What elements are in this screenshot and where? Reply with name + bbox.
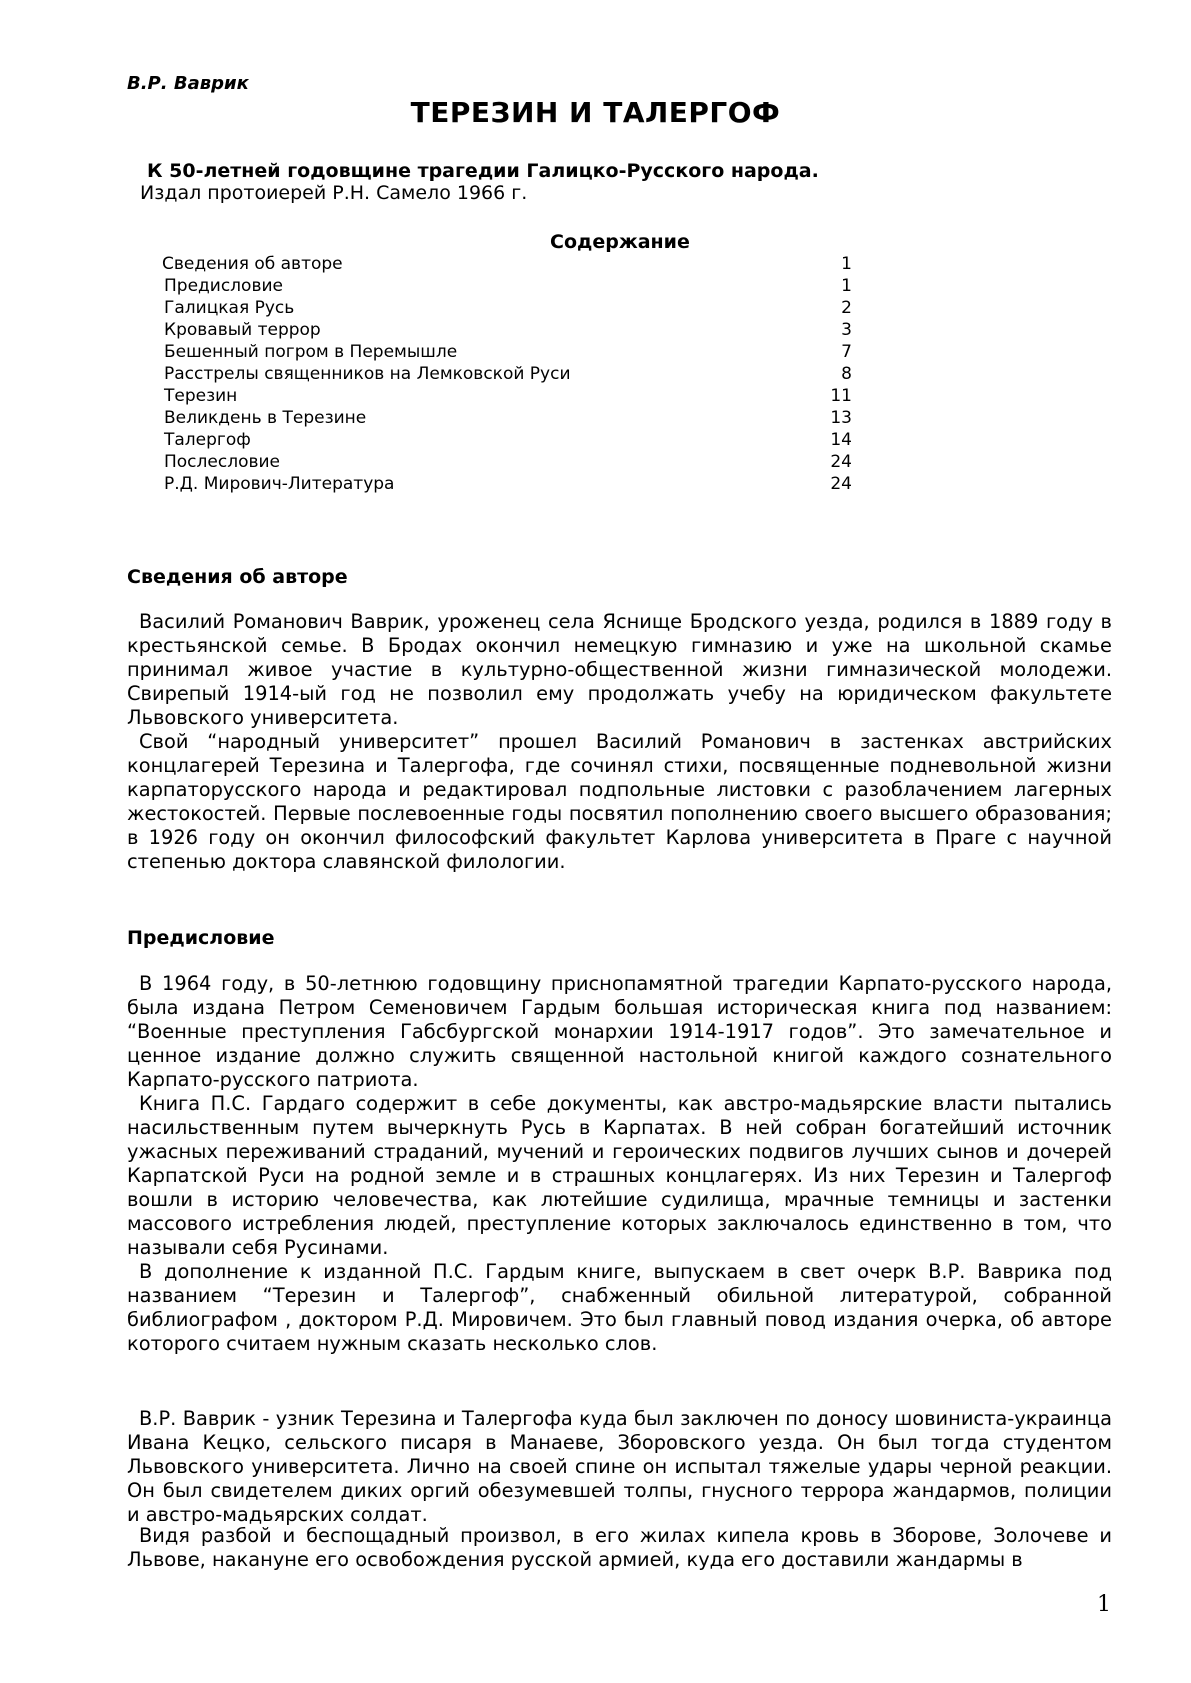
preface-body-3 (127, 1524, 1112, 1572)
toc-entry-label: Великдень в Терезине (164, 408, 367, 428)
toc-entry (162, 407, 852, 429)
page-number: 1 (1097, 1592, 1111, 1617)
toc-entry-label: Бешенный погром в Перемышле (164, 342, 458, 362)
toc-entry-page: 13 (830, 408, 852, 428)
paragraph: Книга П.С. Гардаго содержит в себе документы, как австро-мадьярские власти пытались насильственным путем вычеркнуть Русь в Карпатах. В ней собран богатейший источник ужасных переживаний страданий, мучений и героических подвигов лучших сынов и дочерей Карпатской Руси на родной земле и в страшных концлагерях. Из них Терезин и Талергоф вошли в историю человечества, как лютейшие судилища, мрачные темницы и застенки массового истребления людей, преступление которых заключалось единственно в том, что называли себя Русинами. (127, 1092, 1112, 1259)
toc-entry-page: 2 (841, 298, 852, 318)
toc-entry-label: Галицкая Русь (164, 298, 295, 318)
section-heading-about-author: Сведения об авторе (127, 566, 348, 588)
toc-entry (162, 297, 852, 319)
toc-entry-page: 1 (841, 276, 852, 296)
paragraph: Свой “народный университет” прошел Василий Романович в застенках австрийских концлагерей Терезина и Талергофа, где сочинял стихи, посвященные подневольной жизни карпаторусского народа и редактировал подпольные листовки с разоблачением лагерных жестокостей. Первые послевоенные годы посвятил пополнению своего высшего образования; в 1926 году он окончил философский факультет Карлова университета в Праге с научной степенью доктора славянской филологии. (127, 730, 1112, 873)
toc-entry (162, 385, 852, 407)
toc-entry (162, 341, 852, 363)
toc-entry-page: 1 (841, 254, 852, 274)
toc-entry-page: 24 (830, 452, 852, 472)
toc-entry (162, 363, 852, 385)
toc-entry (162, 473, 852, 495)
toc-entry-label: Р.Д. Мирович-Литература (164, 474, 395, 494)
preface-body-2 (127, 1407, 1112, 1527)
document-title: ТЕРЕЗИН И ТАЛЕРГОФ (410, 96, 781, 129)
publisher-line: Издал протоиерей Р.Н. Самело 1966 г. (140, 182, 528, 204)
toc-entry-label: Талергоф (164, 430, 251, 450)
toc-entry-page: 7 (841, 342, 852, 362)
table-of-contents (162, 253, 852, 495)
author-name: В.Р. Ваврик (127, 73, 249, 94)
toc-entry-page: 8 (841, 364, 852, 384)
section-heading-preface: Предисловие (127, 927, 275, 949)
toc-entry (162, 253, 852, 275)
document-subtitle: К 50-летней годовщине трагедии Галицко-Русского народа. (147, 160, 819, 182)
about-author-body (127, 610, 1112, 874)
toc-entry-label: Расстрелы священников на Лемковской Руси (164, 364, 571, 384)
paragraph: Василий Романович Ваврик, уроженец села Яснище Бродского уезда, родился в 1889 году в крестьянской семье. В Бродах окончил немецкую гимназию и уже на школьной скамье принимал живое участие в культурно-общественной жизни гимназической молодежи. Свирепый 1914-ый год не позволил ему продолжать учебу на юридическом факультете Львовского университета. (127, 610, 1112, 729)
toc-entry-page: 3 (841, 320, 852, 340)
toc-entry-label: Предисловие (164, 276, 283, 296)
toc-entry-label: Послесловие (164, 452, 280, 472)
paragraph: В 1964 году, в 50-летнюю годовщину приснопамятной трагедии Карпато-русского народа, была издана Петром Семеновичем Гардым большая историческая книга под названием: “Военные преступления Габсбургской монархии 1914-1917 годов”. Это замечательное и ценное издание должно служить священной настольной книгой каждого сознательного Карпато-русского патриота. (127, 972, 1112, 1091)
paragraph: В дополнение к изданной П.С. Гардым книге, выпускаем в свет очерк В.Р. Ваврика под названием “Терезин и Талергоф”, снабженный обильной литературой, собранной библиографом , доктором Р.Д. Мировичем. Это был главный повод издания очерка, об авторе которого считаем нужным сказать несколько слов. (127, 1260, 1112, 1355)
paragraph: Видя разбой и беспощадный произвол, в его жилах кипела кровь в Зборове, Золочеве и Львове, накануне его освобождения русской армией, куда его доставили жандармы в (127, 1524, 1112, 1571)
toc-entry (162, 275, 852, 297)
toc-entry (162, 451, 852, 473)
preface-body-1 (127, 972, 1112, 1356)
toc-entry-page: 14 (830, 430, 852, 450)
toc-entry-page: 24 (830, 474, 852, 494)
toc-entry-page: 11 (830, 386, 852, 406)
toc-entry (162, 319, 852, 341)
toc-entry-label: Сведения об авторе (162, 254, 343, 274)
toc-entry-label: Кровавый террор (164, 320, 321, 340)
toc-entry (162, 429, 852, 451)
paragraph: В.Р. Ваврик - узник Терезина и Талергофа куда был заключен по доносу шовиниста-украинца Ивана Кецко, сельского писаря в Манаеве, Зборовского уезда. Он был тогда студентом Львовского университета. Лично на своей спине он испытал тяжелые удары черной реакции. Он был свидетелем диких оргий обезумевшей толпы, гнусного террора жандармов, полиции и австро-мадьярских солдат. (127, 1407, 1112, 1526)
toc-entry-label: Терезин (164, 386, 238, 406)
toc-heading: Содержание (550, 231, 690, 253)
